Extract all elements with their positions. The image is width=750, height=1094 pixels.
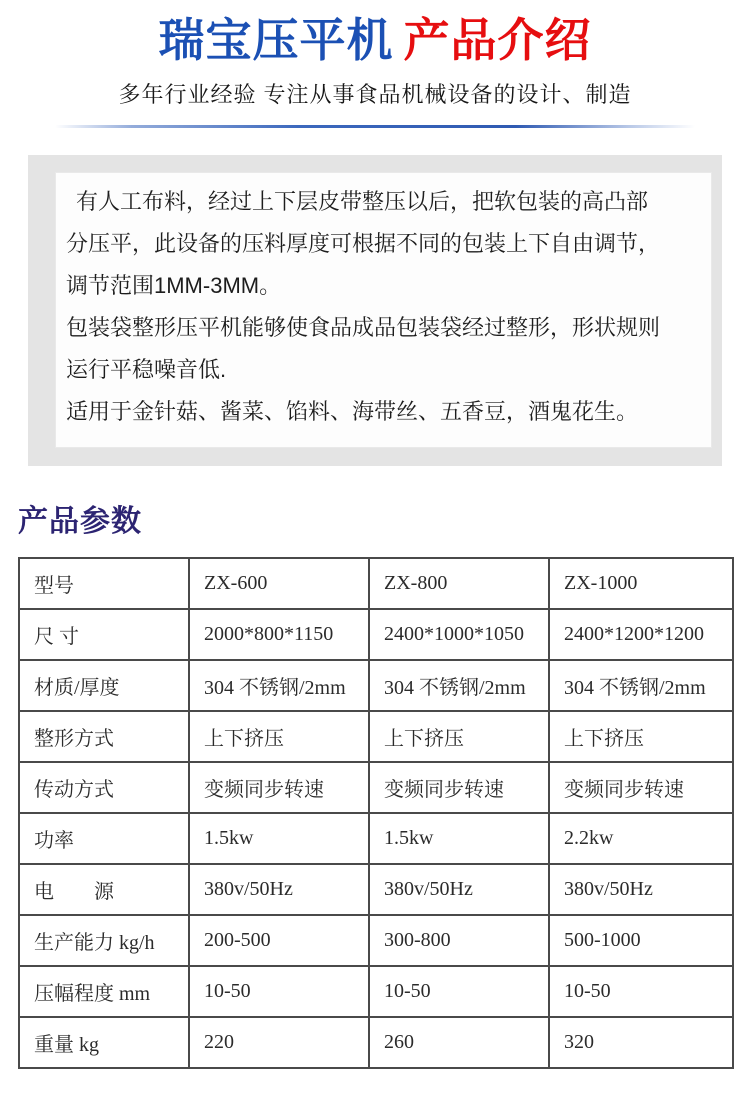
table-cell: 380v/50Hz — [369, 864, 549, 915]
spec-table — [18, 557, 734, 1069]
table-row — [19, 660, 733, 711]
table-cell: 变频同步转速 — [549, 762, 733, 813]
intro-panel — [28, 155, 722, 466]
table-cell: 上下挤压 — [549, 711, 733, 762]
table-cell: 1.5kw — [189, 813, 369, 864]
table-cell: 变频同步转速 — [369, 762, 549, 813]
table-cell: 2000*800*1150 — [189, 609, 369, 660]
row-label: 传动方式 — [19, 762, 189, 813]
footer-whitespace — [0, 1069, 750, 1094]
table-row — [19, 813, 733, 864]
divider-line — [55, 125, 695, 128]
table-row — [19, 711, 733, 762]
table-row — [19, 762, 733, 813]
row-label: 材质/厚度 — [19, 660, 189, 711]
table-cell: 320 — [549, 1017, 733, 1068]
table-cell: ZX-1000 — [549, 558, 733, 609]
table-cell: 10-50 — [189, 966, 369, 1017]
table-cell: 变频同步转速 — [189, 762, 369, 813]
table-cell: 300-800 — [369, 915, 549, 966]
row-label: 压幅程度 mm — [19, 966, 189, 1017]
page-subtitle: 多年行业经验 专注从事食品机械设备的设计、制造 — [118, 82, 632, 107]
table-row — [19, 915, 733, 966]
table-row — [19, 1017, 733, 1068]
table-cell: 380v/50Hz — [549, 864, 733, 915]
table-cell: 260 — [369, 1017, 549, 1068]
table-cell: ZX-600 — [189, 558, 369, 609]
row-label: 生产能力 kg/h — [19, 915, 189, 966]
row-label: 功率 — [19, 813, 189, 864]
row-label: 型号 — [19, 558, 189, 609]
table-cell: 2400*1000*1050 — [369, 609, 549, 660]
table-cell: 上下挤压 — [369, 711, 549, 762]
table-cell: 380v/50Hz — [189, 864, 369, 915]
intro-paragraph: 适用于金针菇、酱菜、馅料、海带丝、五香豆，酒鬼花生。 — [66, 399, 639, 424]
table-row — [19, 609, 733, 660]
table-cell: 220 — [189, 1017, 369, 1068]
table-cell: 2400*1200*1200 — [549, 609, 733, 660]
intro-paragraph: 有人工布料，经过上下层皮带整压以后，把软包装的高凸部分压平，此设备的压料厚度可根据不同的包装上下自由调节，调节范围1MM-3MM。 — [66, 189, 661, 298]
table-cell: 304 不锈钢/2mm — [369, 660, 549, 711]
table-row — [19, 966, 733, 1017]
row-label: 尺 寸 — [19, 609, 189, 660]
page-header — [0, 0, 750, 128]
intro-text — [66, 181, 662, 433]
table-cell: 上下挤压 — [189, 711, 369, 762]
row-label: 整形方式 — [19, 711, 189, 762]
table-cell: 10-50 — [369, 966, 549, 1017]
row-label: 重量 kg — [19, 1017, 189, 1068]
table-cell: 1.5kw — [369, 813, 549, 864]
intro-inner-box — [55, 172, 712, 448]
table-cell: 304 不锈钢/2mm — [189, 660, 369, 711]
table-cell: 2.2kw — [549, 813, 733, 864]
table-cell: 10-50 — [549, 966, 733, 1017]
page-title — [0, 12, 750, 68]
table-row — [19, 864, 733, 915]
row-label: 电 源 — [19, 864, 189, 915]
page-title-brand: 瑞宝压平机 — [158, 14, 394, 66]
table-cell: 304 不锈钢/2mm — [549, 660, 733, 711]
page-title-suffix: 产品介绍 — [403, 14, 592, 66]
table-cell: 500-1000 — [549, 915, 733, 966]
intro-paragraph: 包装袋整形压平机能够使食品成品包装袋经过整形，形状规则 运行平稳噪音低. — [66, 315, 661, 382]
table-cell: ZX-800 — [369, 558, 549, 609]
table-cell: 200-500 — [189, 915, 369, 966]
table-row — [19, 558, 733, 609]
section-title: 产品参数 — [18, 505, 142, 538]
